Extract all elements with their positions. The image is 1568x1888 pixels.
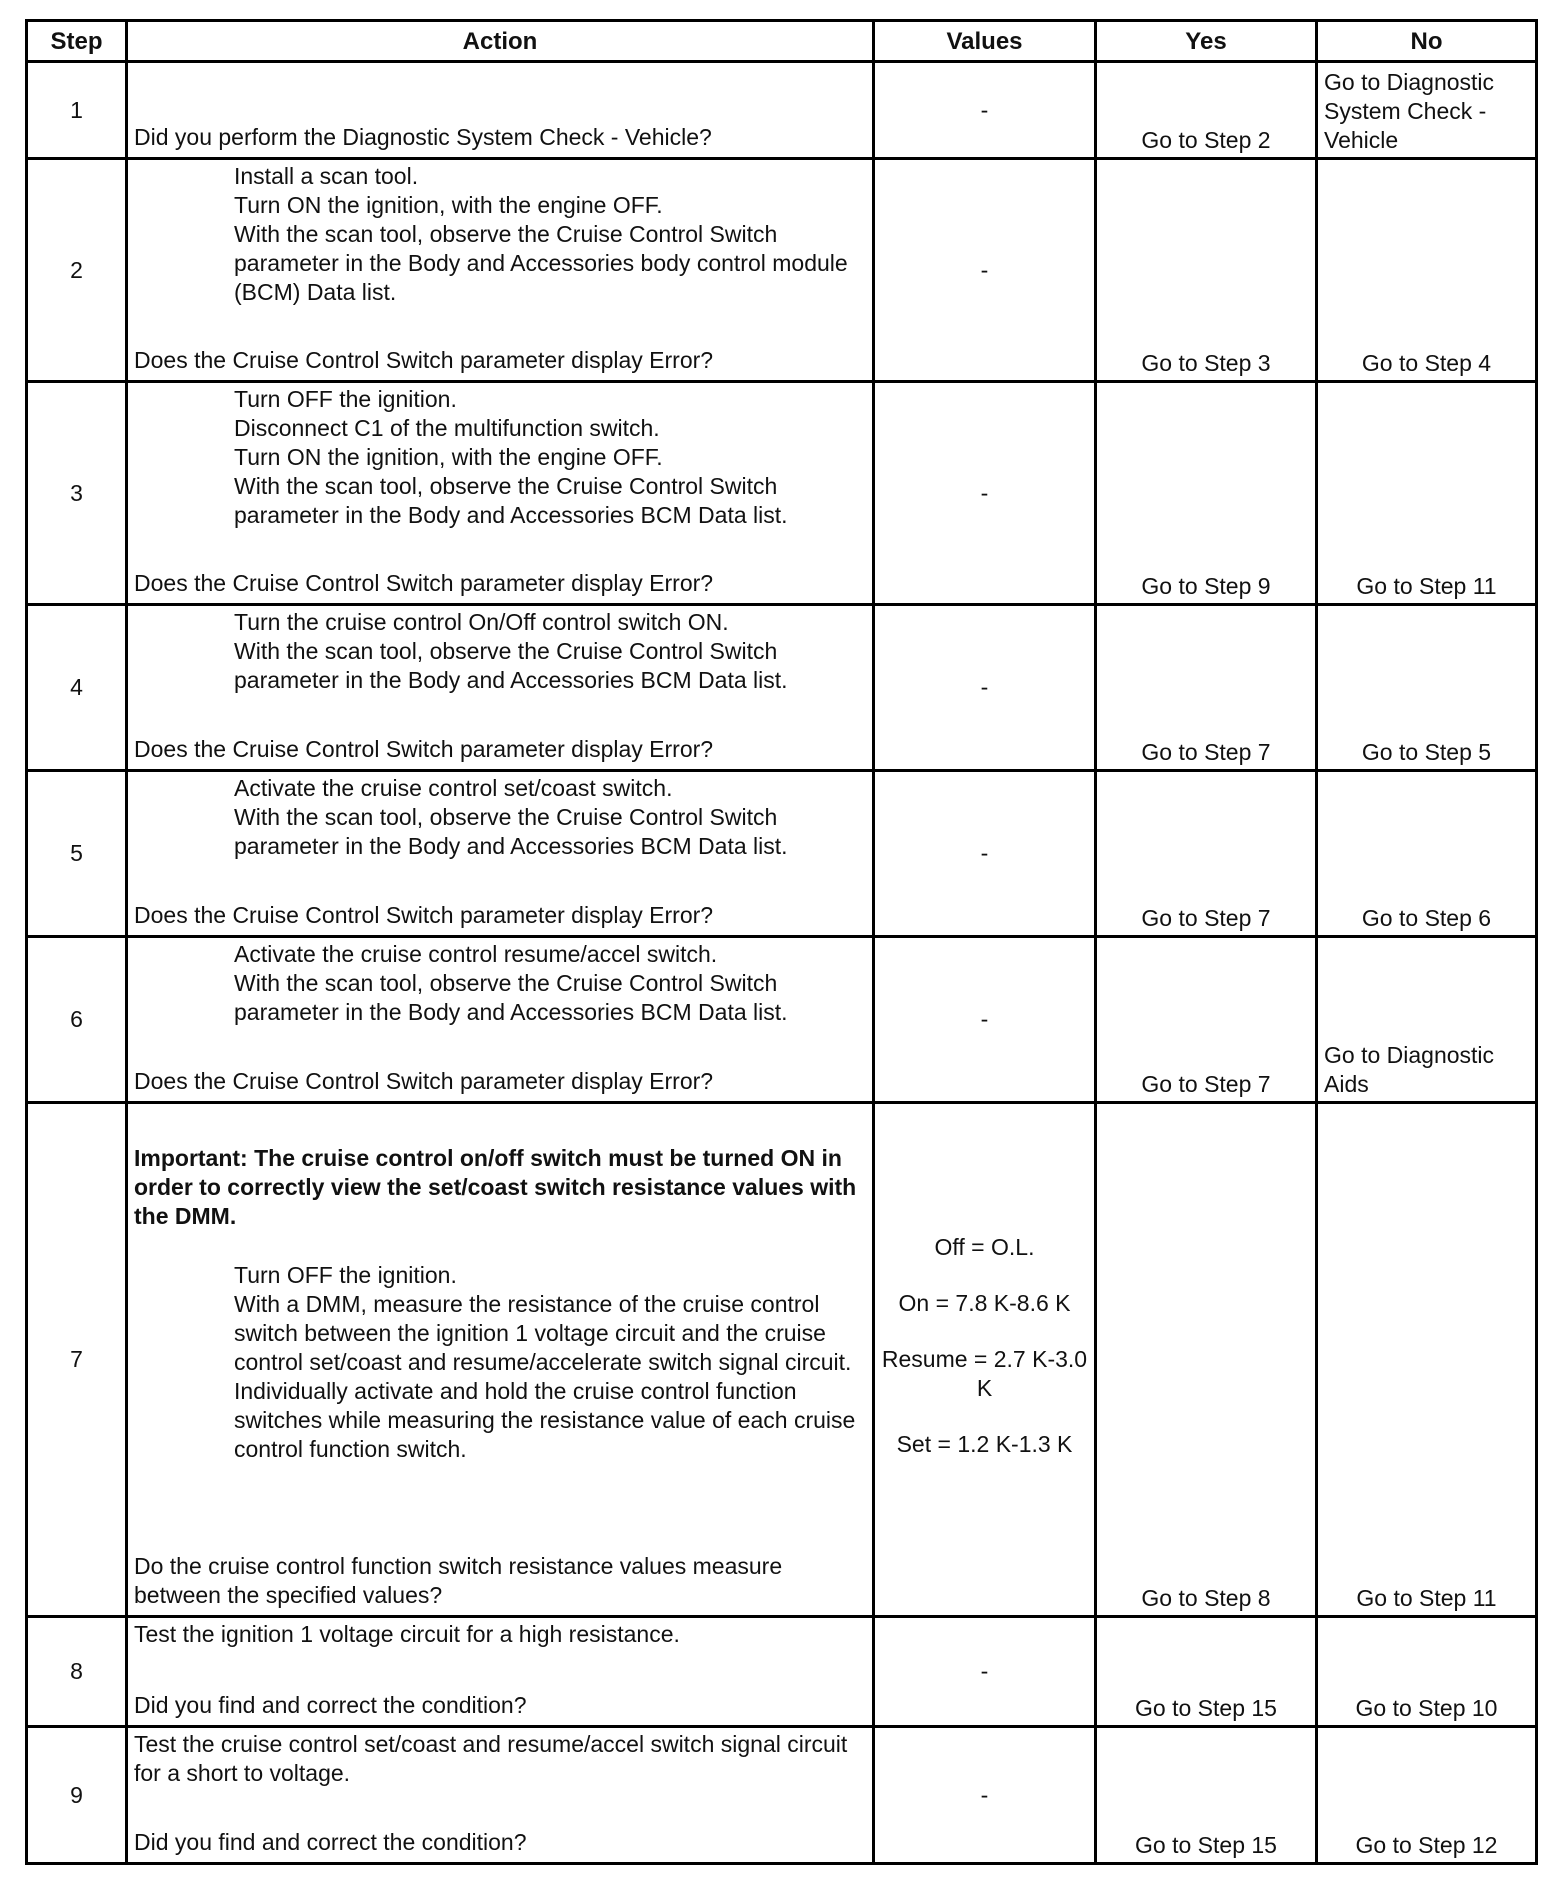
action-instructions [134, 1106, 866, 1464]
action-text: Test the cruise control set/coast and resume/accel switch signal circuit for a short to voltage. [134, 1731, 848, 1786]
action-cell [127, 1727, 874, 1864]
action-step: With the scan tool, observe the Cruise Control Switch parameter in the Body and Accessories BCM Data list. [234, 473, 788, 528]
action-content [134, 162, 866, 375]
values-cell [874, 771, 1096, 937]
action-question: Do the cruise control function switch resistance values measure between the specified values? [134, 1553, 783, 1608]
action-step: Turn OFF the ignition. [234, 1262, 457, 1288]
action-content [134, 608, 866, 764]
action-content [134, 940, 866, 1096]
action-cell [127, 1103, 874, 1617]
table-row [27, 937, 1537, 1103]
values-cell [874, 159, 1096, 382]
action-step: Turn ON the ignition, with the engine OFF. [234, 444, 663, 470]
yes-cell: Go to Step 3 [1096, 159, 1317, 382]
value-text: - [980, 256, 989, 283]
action-content [134, 1620, 866, 1720]
step-cell: 4 [27, 605, 127, 771]
value-text: - [980, 1658, 989, 1684]
step-cell: 2 [27, 159, 127, 382]
spacer [134, 1231, 866, 1261]
table-row [27, 1103, 1537, 1617]
action-step: Disconnect C1 of the multifunction switch. [234, 415, 660, 441]
step-cell: 8 [27, 1617, 127, 1727]
action-cell [127, 771, 874, 937]
yes-cell: Go to Step 2 [1096, 62, 1317, 159]
action-instructions [134, 1730, 866, 1788]
yes-cell: Go to Step 7 [1096, 937, 1317, 1103]
table-row [27, 62, 1537, 159]
action-step: Activate the cruise control resume/accel switch. [234, 941, 718, 967]
action-content [134, 385, 866, 598]
table-row [27, 382, 1537, 605]
important-note: Important: The cruise control on/off switch must be turned ON in order to correctly view the set/coast switch resistance values with the DMM. [134, 1145, 857, 1229]
header-yes: Yes [1096, 21, 1317, 62]
action-question: Did you find and correct the condition? [134, 1692, 527, 1718]
no-cell: Go to Step 5 [1317, 605, 1537, 771]
values-cell [874, 382, 1096, 605]
action-question: Does the Cruise Control Switch parameter display Error? [134, 570, 714, 596]
action-text: Test the ignition 1 voltage circuit for a high resistance. [134, 1621, 680, 1647]
table-body [27, 62, 1537, 1864]
no-cell: Go to Step 11 [1317, 1103, 1537, 1617]
values-cell [874, 605, 1096, 771]
action-cell [127, 382, 874, 605]
step-cell: 1 [27, 62, 127, 159]
action-step: Turn ON the ignition, with the engine OFF. [234, 192, 663, 218]
value-text: - [980, 1781, 989, 1808]
action-question: Did you perform the Diagnostic System Check - Vehicle? [134, 124, 712, 150]
values-cell [874, 62, 1096, 159]
action-question: Does the Cruise Control Switch parameter display Error? [134, 1068, 714, 1094]
action-instructions [134, 608, 866, 695]
action-cell [127, 62, 874, 159]
value-text: Off = O.L. [934, 1234, 1035, 1260]
action-cell [127, 1617, 874, 1727]
value-text: - [980, 96, 989, 123]
action-content [134, 1106, 866, 1610]
spacer [134, 1106, 866, 1144]
action-instructions [134, 1620, 866, 1649]
yes-cell: Go to Step 9 [1096, 382, 1317, 605]
values-cell [874, 1617, 1096, 1727]
step-cell: 5 [27, 771, 127, 937]
step-cell: 3 [27, 382, 127, 605]
value-text: Set = 1.2 K-1.3 K [896, 1431, 1073, 1457]
action-step: Activate the cruise control set/coast switch. [234, 775, 673, 801]
diagnostic-table [25, 19, 1538, 1865]
table-row [27, 605, 1537, 771]
action-step: Install a scan tool. [234, 163, 419, 189]
header-row [27, 21, 1537, 62]
action-question: Does the Cruise Control Switch parameter display Error? [134, 902, 714, 928]
values-cell [874, 937, 1096, 1103]
action-step: With a DMM, measure the resistance of the cruise control switch between the ignition 1 voltage circuit and the cruise control set/coast and resume/accelerate switch signal circuit. [234, 1291, 852, 1375]
action-instructions [134, 940, 866, 1027]
yes-cell: Go to Step 15 [1096, 1727, 1317, 1864]
yes-cell: Go to Step 7 [1096, 771, 1317, 937]
action-content [134, 774, 866, 930]
step-cell: 7 [27, 1103, 127, 1617]
no-cell: Go to Diagnostic Aids [1317, 937, 1537, 1103]
yes-cell: Go to Step 7 [1096, 605, 1317, 771]
action-question: Does the Cruise Control Switch parameter display Error? [134, 736, 714, 762]
action-step: Turn the cruise control On/Off control switch ON. [234, 609, 729, 635]
no-cell: Go to Step 10 [1317, 1617, 1537, 1727]
action-step: With the scan tool, observe the Cruise Control Switch parameter in the Body and Accessories BCM Data list. [234, 970, 788, 1025]
no-cell: Go to Step 4 [1317, 159, 1537, 382]
value-text: - [980, 840, 989, 866]
action-content [134, 65, 866, 152]
values-cell [874, 1103, 1096, 1617]
action-cell [127, 605, 874, 771]
table-row [27, 159, 1537, 382]
action-cell [127, 937, 874, 1103]
value-text: On = 7.8 K-8.6 K [898, 1290, 1071, 1316]
action-step: Turn OFF the ignition. [234, 386, 457, 412]
action-question: Does the Cruise Control Switch parameter display Error? [134, 347, 714, 373]
action-content [134, 1730, 866, 1857]
no-cell: Go to Diagnostic System Check - Vehicle [1317, 62, 1537, 159]
action-instructions [134, 385, 866, 530]
action-instructions [134, 162, 866, 307]
header-values: Values [874, 21, 1096, 62]
action-step: With the scan tool, observe the Cruise Control Switch parameter in the Body and Accessories body control module (BCM) Data list. [234, 221, 848, 305]
no-cell: Go to Step 11 [1317, 382, 1537, 605]
step-cell: 9 [27, 1727, 127, 1864]
step-cell: 6 [27, 937, 127, 1103]
value-text: - [980, 1006, 989, 1032]
value-text: - [980, 674, 989, 700]
table-row [27, 1617, 1537, 1727]
no-cell: Go to Step 12 [1317, 1727, 1537, 1864]
header-step: Step [27, 21, 127, 62]
table-row [27, 771, 1537, 937]
value-text: - [980, 479, 989, 506]
table-row [27, 1727, 1537, 1864]
yes-cell: Go to Step 8 [1096, 1103, 1317, 1617]
action-cell [127, 159, 874, 382]
values-cell [874, 1727, 1096, 1864]
action-step: Individually activate and hold the cruise control function switches while measuring the resistance value of each cruise control function switch. [234, 1378, 856, 1462]
value-text: Resume = 2.7 K-3.0 K [881, 1346, 1088, 1401]
no-cell: Go to Step 6 [1317, 771, 1537, 937]
header-no: No [1317, 21, 1537, 62]
action-instructions [134, 774, 866, 861]
header-action: Action [127, 21, 874, 62]
action-step: With the scan tool, observe the Cruise Control Switch parameter in the Body and Accessories BCM Data list. [234, 638, 788, 693]
action-step: With the scan tool, observe the Cruise Control Switch parameter in the Body and Accessories BCM Data list. [234, 804, 788, 859]
action-question: Did you find and correct the condition? [134, 1829, 527, 1855]
yes-cell: Go to Step 15 [1096, 1617, 1317, 1727]
